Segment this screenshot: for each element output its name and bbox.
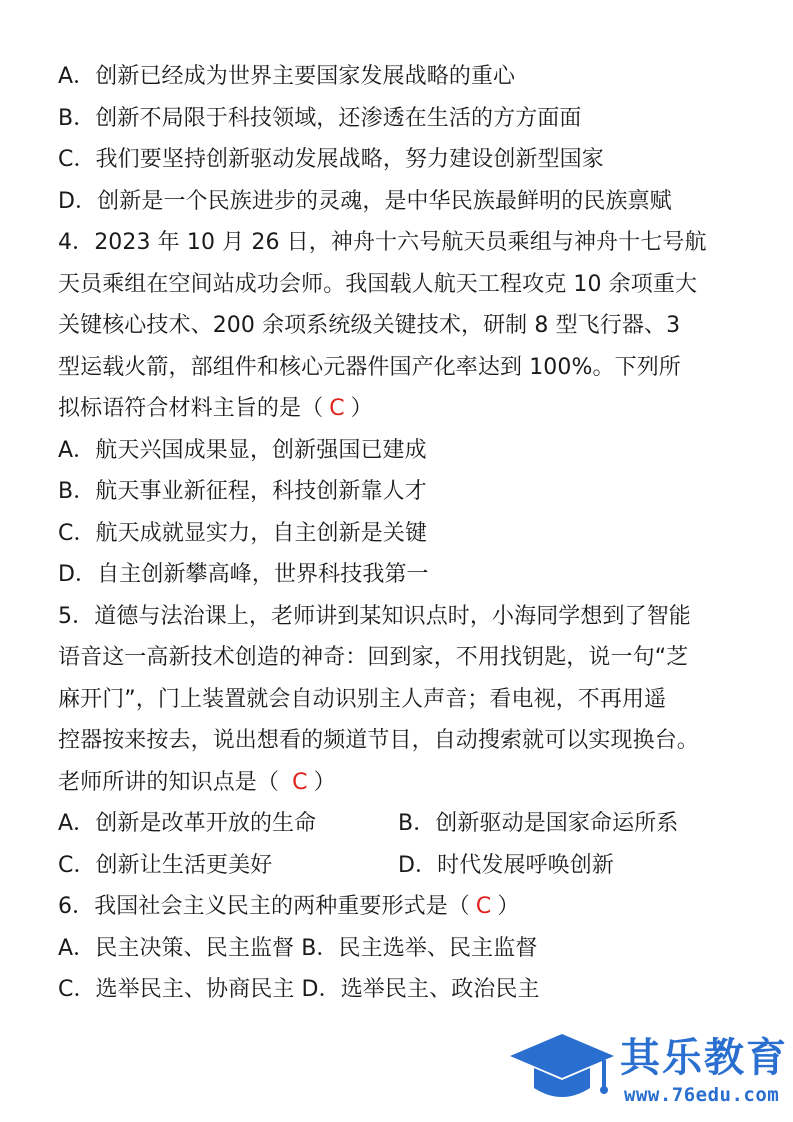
q3-option-c: C．我们要坚持创新驱动发展战略，努力建设创新型国家 <box>58 147 604 172</box>
question-page <box>58 56 748 1011</box>
q4-option-c: C．航天成就显实力，自主创新是关键 <box>58 520 428 546</box>
q4-option-a: A．航天兴国成果显，创新强国已建成 <box>58 437 427 463</box>
watermark-logo <box>508 1022 786 1112</box>
q4-option-b: B．航天事业新征程，科技创新靠人才 <box>58 479 427 504</box>
q5-option-d: D．时代发展呼唤创新 <box>398 852 614 878</box>
q6-stem <box>58 886 748 928</box>
q4-stem-line-5 <box>58 388 748 430</box>
q5-stem-line-4: 控器按来按去，说出想看的频道节目，自动搜索就可以实现换台。 <box>58 728 699 753</box>
q4-stem-line-3: 关键核心技术、200 余项系统级关键技术，研制 8 型飞行器、3 <box>58 313 681 338</box>
q5-option-c: C．创新让生活更美好 <box>58 852 273 878</box>
q5-option-a: A．创新是改革开放的生命 <box>58 811 317 836</box>
q4-stem-line-2: 天员乘组在空间站成功会师。我国载人航天工程攻克 10 余项重大 <box>58 271 698 297</box>
q5-answer: C <box>292 769 308 795</box>
q5-stem-line-3: 麻开门”，门上装置就会自动识别主人声音；看电视，不再用遥 <box>58 686 667 712</box>
q4-answer: C <box>329 396 345 421</box>
q3-option-a: A．创新已经成为世界主要国家发展战略的重心 <box>58 64 516 89</box>
q5-stem-line-2: 语音这一高新技术创造的神奇：回到家，不用找钥匙，说一句“芝 <box>58 645 689 670</box>
q5-stem-text: 老师所讲的知识点是（ <box>58 769 287 795</box>
q5-stem-line-1: 5．道德与法治课上，老师讲到某知识点时，小海同学想到了智能 <box>58 603 691 629</box>
q5-stem-line-5 <box>58 762 748 804</box>
q5-options-row-1 <box>58 803 748 845</box>
q4-stem-close: ） <box>350 396 373 421</box>
q6-options-row-2: C．选举民主、协商民主 D．选举民主、政治民主 <box>58 977 540 1002</box>
q5-options-row-2 <box>58 845 748 887</box>
q4-option-d: D．自主创新攀高峰，世界科技我第一 <box>58 562 429 587</box>
q6-stem-close: ） <box>497 894 520 919</box>
q4-stem-line-1: 4．2023 年 10 月 26 日，神舟十六号航天员乘组与神舟十七号航 <box>58 230 707 255</box>
q3-option-b: B．创新不局限于科技领域，还渗透在生活的方方面面 <box>58 105 582 131</box>
q3-option-d: D．创新是一个民族进步的灵魂，是中华民族最鲜明的民族禀赋 <box>58 188 672 214</box>
graduation-cap-icon <box>508 1026 616 1110</box>
q5-stem-close: ） <box>313 769 336 795</box>
logo-title: 其乐教育 <box>620 1035 788 1081</box>
logo-url: www.76edu.com <box>624 1084 780 1106</box>
q6-options-row-1: A．民主决策、民主监督 B．民主选举、民主监督 <box>58 935 538 961</box>
q4-stem-text: 拟标语符合材料主旨的是（ <box>58 396 324 421</box>
q6-answer: C <box>475 894 492 919</box>
q5-option-b: B．创新驱动是国家命运所系 <box>398 811 679 836</box>
q4-stem-line-4: 型运载火箭，部组件和核心元器件国产化率达到 100%。下列所 <box>58 354 681 380</box>
q6-stem-text: 6．我国社会主义民主的两种重要形式是（ <box>58 894 470 919</box>
